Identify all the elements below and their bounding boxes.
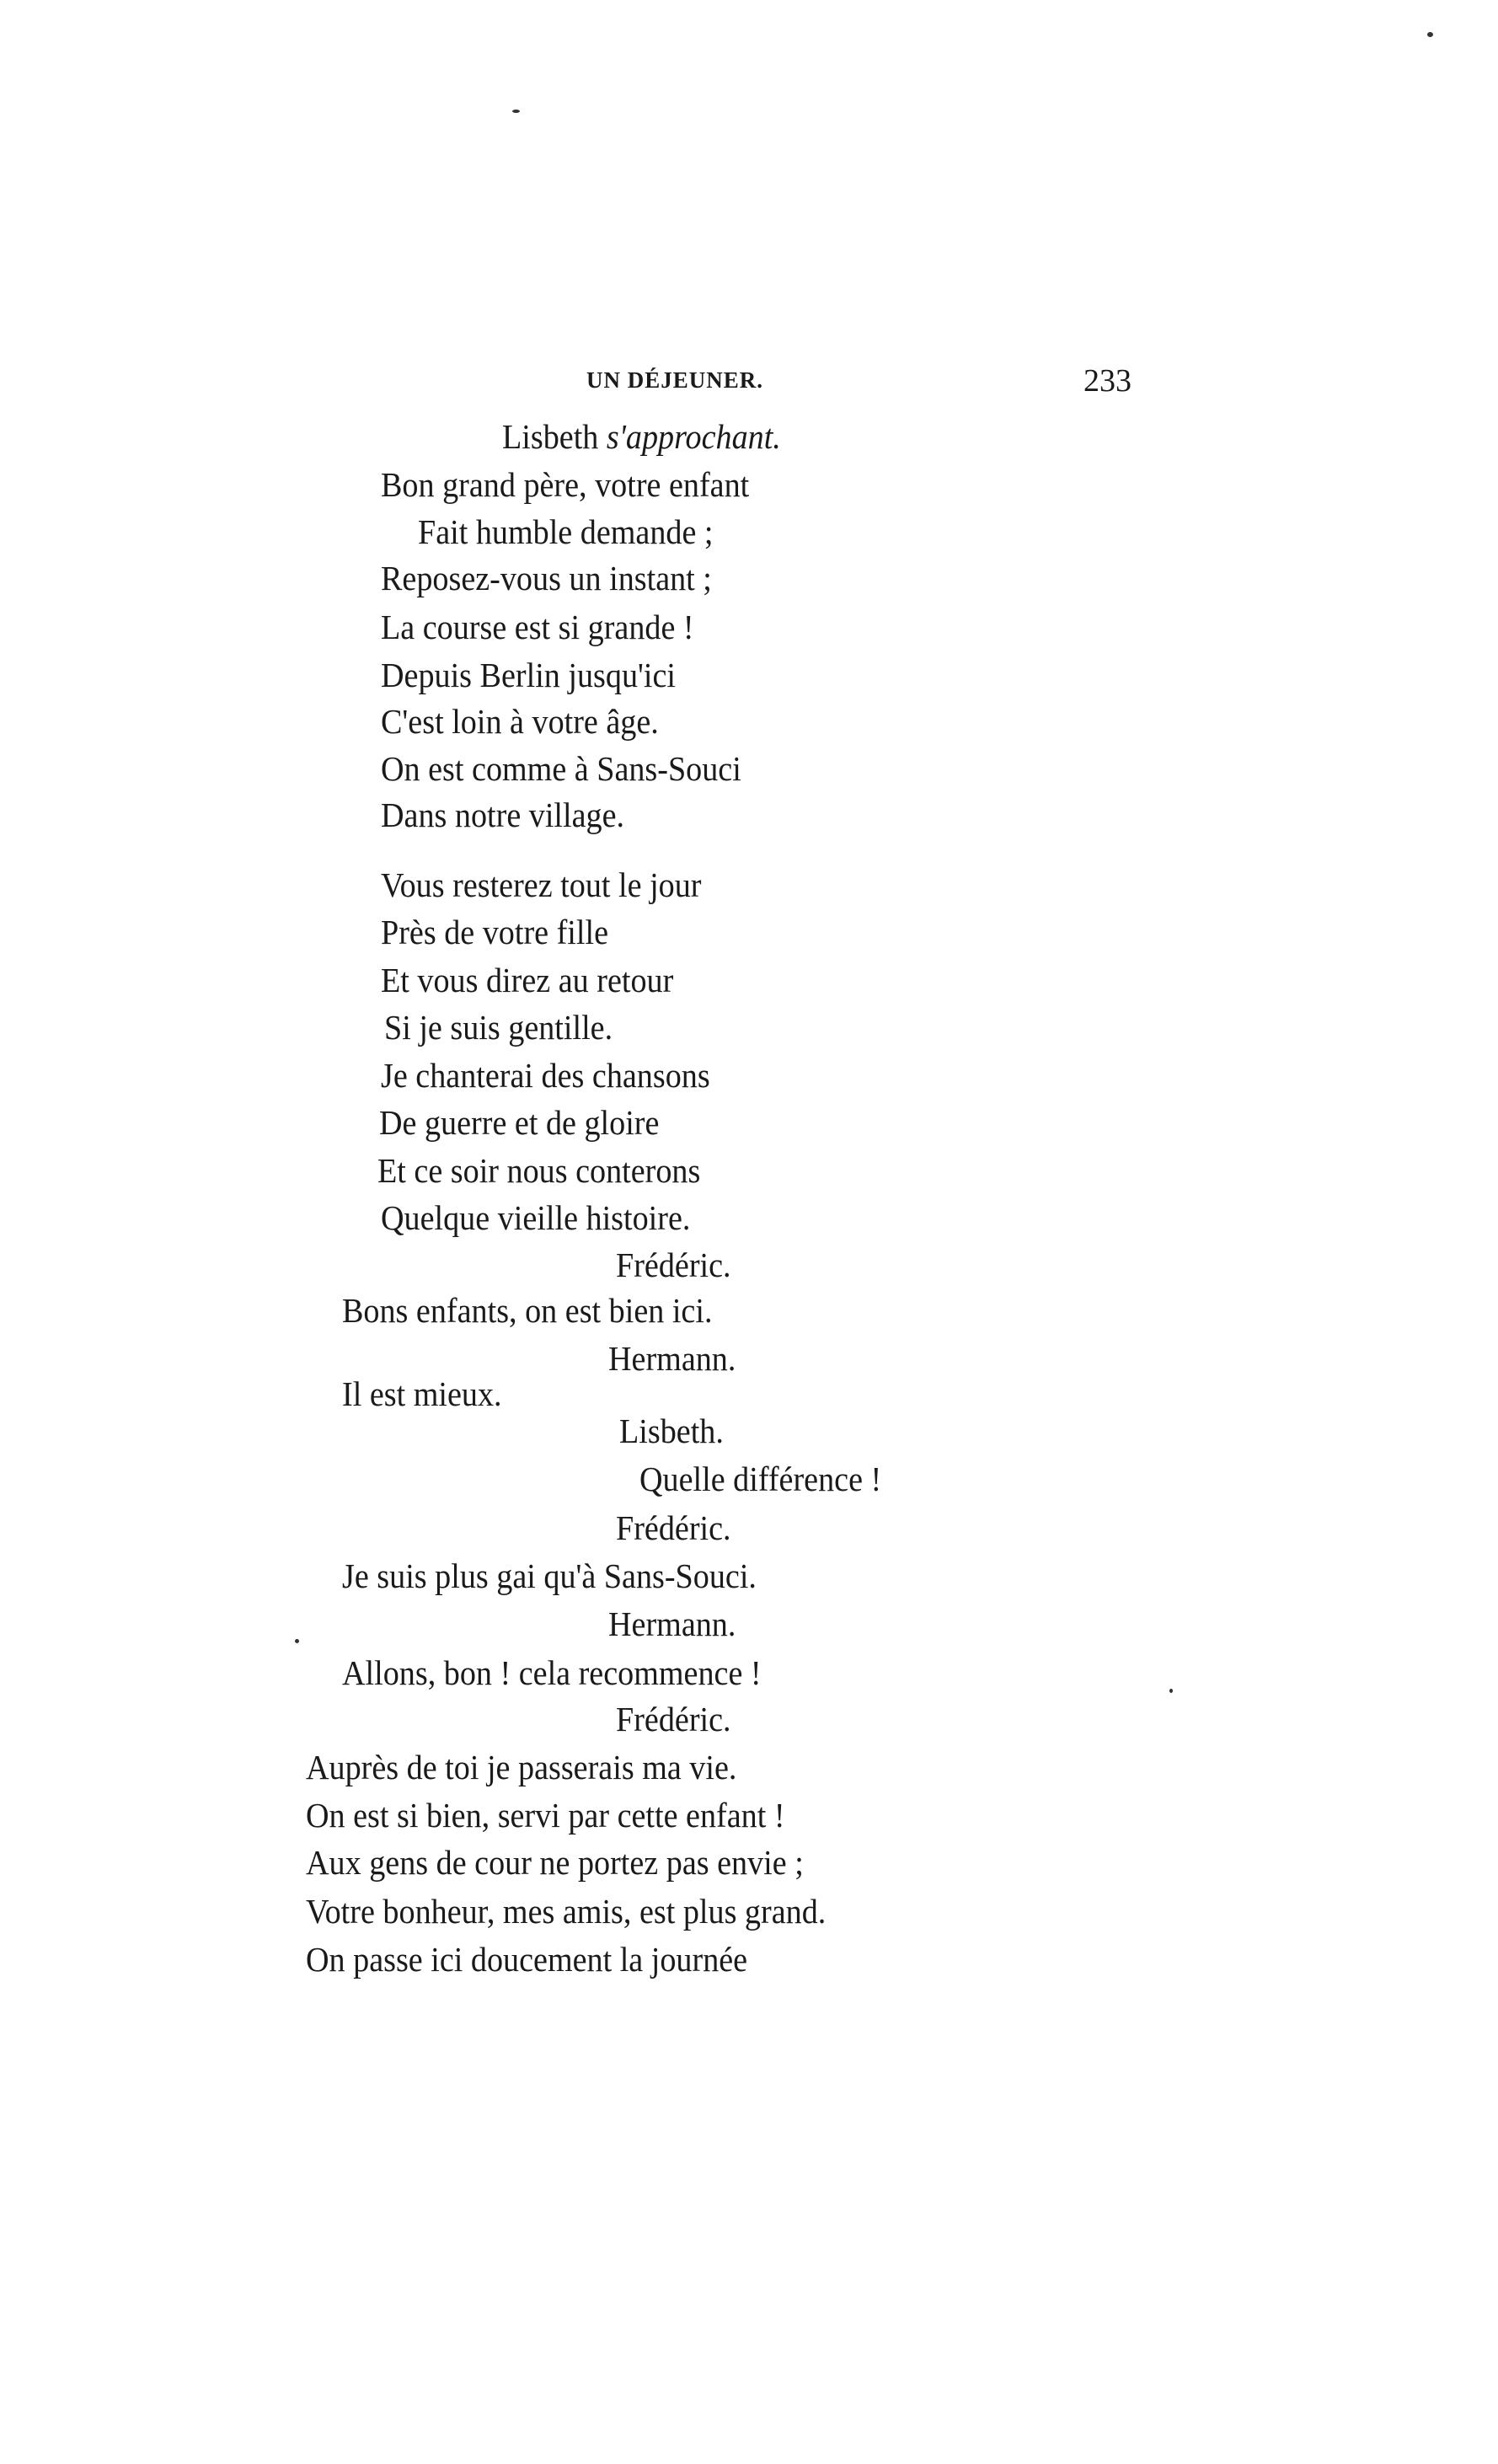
verse-line: La course est si grande ! [381,608,694,646]
verse-line: Quelque vieille histoire. [381,1198,691,1237]
verse-line: Quelle différence ! [639,1460,882,1498]
running-head: UN DÉJEUNER. [586,367,764,393]
verse-line: Votre bonheur, mes amis, est plus grand. [306,1892,827,1931]
verse-line: Reposez-vous un instant ; [381,559,712,597]
verse-line: De guerre et de gloire [379,1103,660,1142]
verse-line: Je suis plus gai qu'à Sans-Souci. [342,1556,757,1595]
page-number: 233 [1083,363,1132,399]
verse-line: Bons enfants, on est bien ici. [342,1291,713,1330]
verse-line: On passe ici doucement la journée [306,1940,748,1979]
verse-line: Fait humble demande ; [418,512,714,551]
speaker-heading: Lisbeth. [619,1411,724,1450]
scan-speck [295,1639,299,1643]
verse-line: Allons, bon ! cela recommence ! [342,1653,762,1692]
verse-line: C'est loin à votre âge. [381,702,659,741]
verse-line: Près de votre fille [381,913,609,951]
scan-speck [512,110,520,113]
speaker-name: Lisbeth [502,417,599,456]
verse-line: Vous resterez tout le jour [381,865,702,904]
speaker-heading: Frédéric. [616,1245,731,1284]
verse-line: Dans notre village. [381,795,625,834]
speaker-heading: Hermann. [608,1604,736,1643]
direction-text: s'approchant. [606,417,781,456]
scan-speck [1169,1689,1173,1693]
verse-line: Si je suis gentille. [384,1008,613,1047]
verse-line: Auprès de toi je passerais ma vie. [306,1748,737,1786]
stage-direction [502,417,781,456]
speaker-heading: Frédéric. [616,1508,731,1547]
speaker-heading: Frédéric. [616,1700,731,1738]
speaker-heading: Hermann. [608,1339,736,1378]
verse-line: On est si bien, servi par cette enfant ! [306,1796,785,1835]
verse-line: On est comme à Sans-Souci [381,749,741,788]
verse-line: Et vous direz au retour [381,961,674,999]
verse-line: Depuis Berlin jusqu'ici [381,656,677,694]
scan-speck [1427,32,1433,37]
verse-line: Bon grand père, votre enfant [381,465,750,504]
verse-line: Je chanterai des chansons [381,1056,710,1095]
verse-line: Et ce soir nous conterons [377,1151,701,1190]
verse-line: Aux gens de cour ne portez pas envie ; [306,1843,804,1882]
verse-line: Il est mieux. [342,1374,502,1413]
